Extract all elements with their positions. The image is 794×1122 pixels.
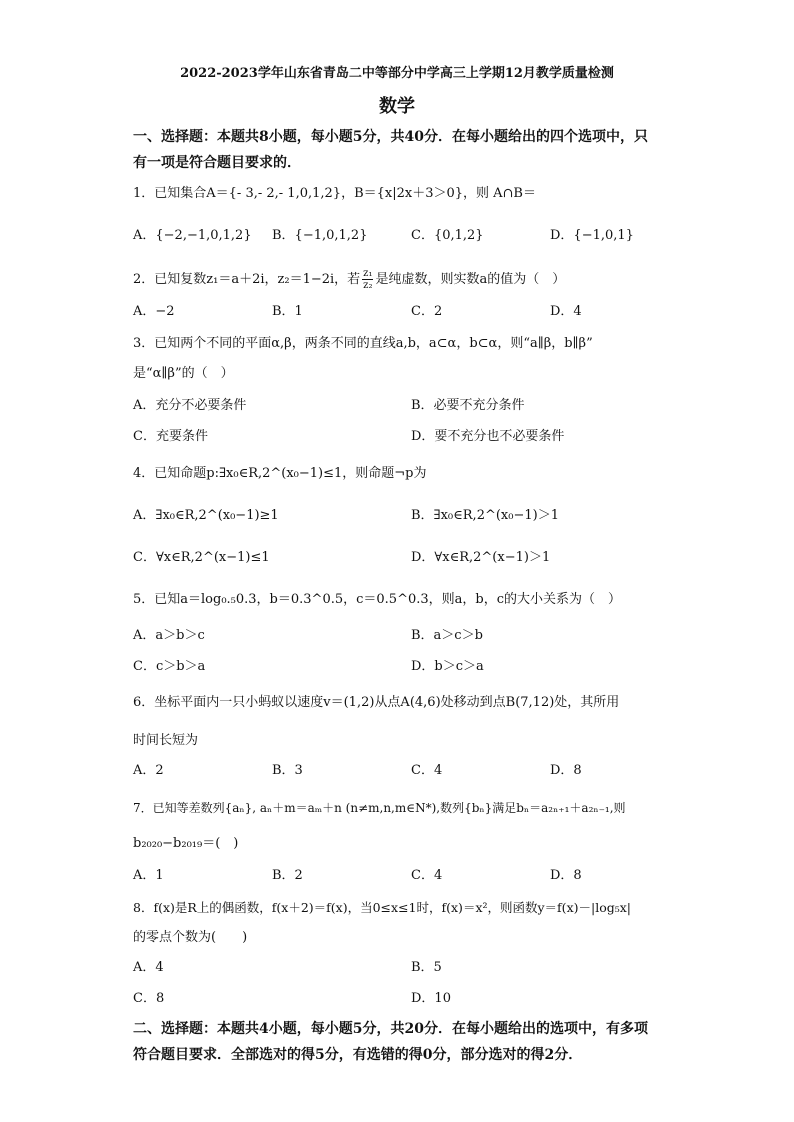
question-5-option-c: C．c＞b＞a <box>133 659 206 674</box>
question-6-option-c: C．4 <box>411 763 443 778</box>
question-4-option-c: C．∀x∈R,2^(x−1)≤1 <box>133 550 270 565</box>
question-1-option-b: B．{−1,0,1,2} <box>272 228 368 243</box>
question-2-option-a: A．−2 <box>133 304 175 319</box>
question-5-stem: 5．已知a＝log₀.₅0.3，b＝0.3^0.5，c＝0.5^0.3，则a，b，c的大小关系为（ ） <box>133 592 621 607</box>
section2-heading-line2: 符合题目要求．全部选对的得5分，有选错的得0分，部分选对的得2分． <box>133 1047 583 1063</box>
question-2-stem-part1: 2．已知复数z₁＝a＋2i，z₂＝1−2i，若 <box>133 272 361 287</box>
question-7-stem-line2: b₂₀₂₀−b₂₀₁₉＝( ) <box>133 836 239 851</box>
section1-heading-line2: 有一项是符合题目要求的． <box>133 155 301 171</box>
question-2-option-c: C．2 <box>411 304 443 319</box>
question-5-option-b: B．a＞c＞b <box>411 628 483 643</box>
question-8-option-a: A．4 <box>133 960 164 975</box>
question-7-option-b: B．2 <box>272 868 303 883</box>
question-7-option-c: C．4 <box>411 868 443 883</box>
question-4-option-d: D．∀x∈R,2^(x−1)＞1 <box>411 550 551 565</box>
subject-title: 数学 <box>379 96 415 117</box>
question-2-stem <box>133 268 673 291</box>
question-3-stem-line1: 3．已知两个不同的平面α,β，两条不同的直线a,b，a⊂α，b⊂α，则“a∥β，b∥β” <box>133 336 593 351</box>
question-7-option-a: A．1 <box>133 868 164 883</box>
section2-heading-line1: 二、选择题：本题共4小题，每小题5分，共20分．在每小题给出的选项中，有多项 <box>133 1021 648 1037</box>
question-2-option-d: D．4 <box>550 304 582 319</box>
question-2-stem-part2: 是纯虚数，则实数a的值为（ ） <box>375 272 566 287</box>
question-4-stem: 4．已知命题p:∃x₀∈R,2^(x₀−1)≤1，则命题¬p为 <box>133 466 427 481</box>
question-1-option-c: C．{0,1,2} <box>411 228 484 243</box>
question-2-option-b: B．1 <box>272 304 303 319</box>
fraction-denominator: z₂ <box>363 280 373 291</box>
question-1-option-d: D．{−1,0,1} <box>550 228 634 243</box>
question-8-stem-line2: 的零点个数为( ) <box>133 930 248 945</box>
question-1-option-a: A．{−2,−1,0,1,2} <box>133 228 252 243</box>
question-6-stem-line1: 6．坐标平面内一只小蚂蚁以速度v＝(1,2)从点A(4,6)处移动到点B(7,12)处，其所用 <box>133 695 620 710</box>
question-3-option-b: B．必要不充分条件 <box>411 398 525 413</box>
question-3-option-a: A．充分不必要条件 <box>133 398 247 413</box>
question-6-option-b: B．3 <box>272 763 303 778</box>
question-6-option-a: A．2 <box>133 763 164 778</box>
question-1-stem: 1．已知集合A＝{- 3,- 2,- 1,0,1,2}，B＝{x|2x＋3＞0}，则 A∩B＝ <box>133 186 536 201</box>
section1-heading-line1: 一、选择题：本题共8小题，每小题5分，共40分．在每小题给出的四个选项中，只 <box>133 129 648 145</box>
question-6-option-d: D．8 <box>550 763 582 778</box>
question-8-option-d: D．10 <box>411 991 451 1006</box>
fraction-numerator: z₁ <box>363 268 373 279</box>
question-8-stem-line1: 8．f(x)是R上的偶函数，f(x＋2)＝f(x)，当0≤x≤1时，f(x)＝x²，则函数y＝f(x)－|log₅x| <box>133 900 631 915</box>
question-7-stem-line1: 7．已知等差数列{aₙ}, aₙ＋m＝aₘ＋n (n≠m,n,m∈N*),数列{bₙ}满足bₙ＝a₂ₙ₊₁＋a₂ₙ₋₁,则 <box>133 801 626 815</box>
question-4-option-b: B．∃x₀∈R,2^(x₀−1)＞1 <box>411 508 559 523</box>
question-8-option-c: C．8 <box>133 991 165 1006</box>
question-6-stem-line2: 时间长短为 <box>133 733 199 748</box>
question-5-option-a: A．a＞b＞c <box>133 628 205 643</box>
question-3-stem-line2: 是“α∥β”的（ ） <box>133 366 234 381</box>
question-7-option-d: D．8 <box>550 868 582 883</box>
fraction-z1-over-z2 <box>362 268 373 291</box>
question-3-option-c: C．充要条件 <box>133 429 208 444</box>
exam-title: 2022-2023学年山东省青岛二中等部分中学高三上学期12月教学质量检测 <box>180 66 614 81</box>
question-3-option-d: D．要不充分也不必要条件 <box>411 429 565 444</box>
question-4-option-a: A．∃x₀∈R,2^(x₀−1)≥1 <box>133 508 279 523</box>
question-8-option-b: B．5 <box>411 960 442 975</box>
question-5-option-d: D．b＞c＞a <box>411 659 484 674</box>
